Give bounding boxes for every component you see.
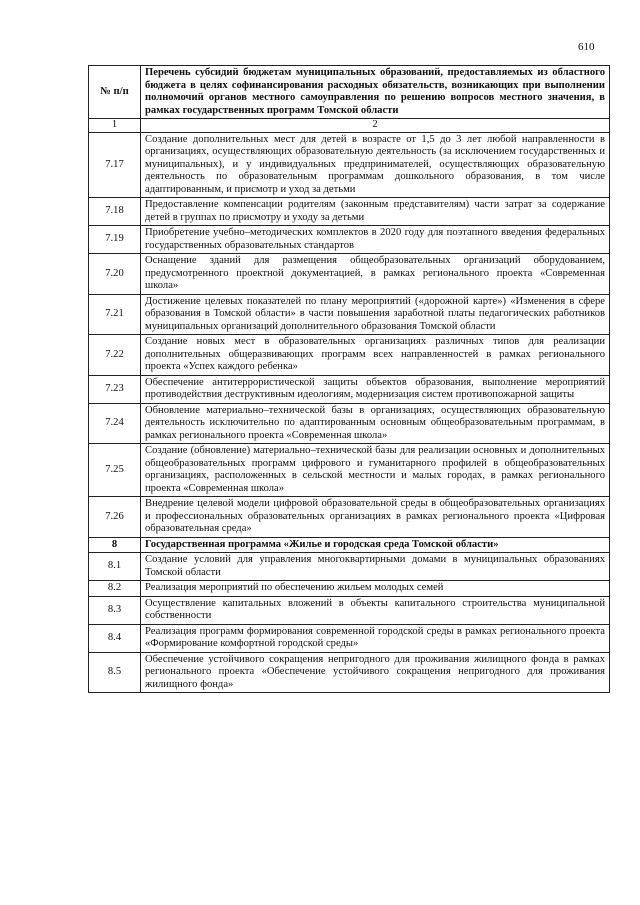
table-row: [89, 581, 610, 597]
row-number-cell: 7.24: [89, 403, 141, 444]
row-number-cell: 8.4: [89, 624, 141, 652]
header-title-cell: Перечень субсидий бюджетам муниципальных образований, предоставляемых из областного бюджета в целях софинансирования расходных обязательств, возникающих при выполнении полномочий органов местного самоуправления по решению вопросов местного значения, в рамках государственных программ Томской области: [141, 66, 610, 119]
row-number-cell: 8: [89, 537, 141, 553]
row-description-cell: Осуществление капитальных вложений в объекты капитального строительства муниципальной собственности: [141, 596, 610, 624]
section-row: [89, 537, 610, 553]
row-number-cell: 7.18: [89, 198, 141, 226]
table-row: [89, 254, 610, 295]
table-row: [89, 624, 610, 652]
table-row: [89, 294, 610, 335]
row-description-cell: Приобретение учебно–методических комплектов в 2020 году для поэтапного введения федеральных государственных образовательных стандартов: [141, 226, 610, 254]
row-description-cell: Обеспечение антитеррористической защиты объектов образования, выполнение мероприятий противодействия деструктивным идеологиям, модернизация систем противопожарной защиты: [141, 375, 610, 403]
table-row: [89, 444, 610, 497]
row-number-cell: 7.22: [89, 335, 141, 376]
row-description-cell: Создание новых мест в образовательных организациях различных типов для реализации дополнительных общеразвивающих программ всех направленностей в рамках регионального проекта «Успех каждого ребенка»: [141, 335, 610, 376]
row-number-cell: 7.25: [89, 444, 141, 497]
table-row: [89, 497, 610, 538]
table-row: [89, 403, 610, 444]
table-header-row: [89, 66, 610, 119]
column-number-2: 2: [141, 119, 610, 133]
row-number-cell: 8.3: [89, 596, 141, 624]
table-row: [89, 132, 610, 198]
row-description-cell: Обновление материально–технической базы в организациях, осуществляющих образовательную деятельность исключительно по адаптированным основным общеобразовательным программам, в рамках регионального проекта «Современная школа»: [141, 403, 610, 444]
row-number-cell: 7.26: [89, 497, 141, 538]
table-row: [89, 226, 610, 254]
row-number-cell: 8.5: [89, 652, 141, 693]
row-description-cell: Создание условий для управления многоквартирными домами в муниципальных образованиях Томской области: [141, 553, 610, 581]
row-description-cell: Достижение целевых показателей по плану мероприятий («дорожной карте») «Изменения в сфере образования в Томской области» в части повышения заработной платы педагогических работников муниципальных организаций дополнительного образования Томской области: [141, 294, 610, 335]
section-title-cell: Государственная программа «Жилье и городская среда Томской области»: [141, 537, 610, 553]
subsidies-table: [88, 65, 610, 693]
row-number-cell: 8.1: [89, 553, 141, 581]
table-row: [89, 335, 610, 376]
row-description-cell: Реализация мероприятий по обеспечению жильем молодых семей: [141, 581, 610, 597]
table-row: [89, 553, 610, 581]
table-row: [89, 198, 610, 226]
column-number-1: 1: [89, 119, 141, 133]
row-number-cell: 7.23: [89, 375, 141, 403]
row-number-cell: 7.19: [89, 226, 141, 254]
row-description-cell: Создание дополнительных мест для детей в возрасте от 1,5 до 3 лет любой направленности в организациях, осуществляющих образовательную деятельность (за исключением государственных и муниципальных), и у индивидуальных предпринимателей, осуществляющих образовательную деятельность по образовательным программам дошкольного образования, в том числе адаптированным, и присмотр и уход за детьми: [141, 132, 610, 198]
page-number: 610: [578, 41, 595, 53]
header-number-cell: № п/п: [89, 66, 141, 119]
row-number-cell: 7.17: [89, 132, 141, 198]
table-row: [89, 375, 610, 403]
table-row: [89, 596, 610, 624]
row-description-cell: Реализация программ формирования современной городской среды в рамках регионального проекта «Формирование комфортной городской среды»: [141, 624, 610, 652]
row-description-cell: Внедрение целевой модели цифровой образовательной среды в общеобразовательных организациях и профессиональных образовательных организациях в рамках регионального проекта «Цифровая образовательная среда»: [141, 497, 610, 538]
column-numbers-row: [89, 119, 610, 133]
row-number-cell: 7.21: [89, 294, 141, 335]
row-description-cell: Создание (обновление) материально–технической базы для реализации основных и дополнительных общеобразовательных программ цифрового и гуманитарного профилей в общеобразовательных организациях, расположенных в сельской местности и малых городах, в рамках регионального проекта «Современная школа»: [141, 444, 610, 497]
table-row: [89, 652, 610, 693]
row-description-cell: Предоставление компенсации родителям (законным представителям) части затрат за содержание детей в группах по присмотру и уходу за детьми: [141, 198, 610, 226]
row-number-cell: 7.20: [89, 254, 141, 295]
row-description-cell: Обеспечение устойчивого сокращения непригодного для проживания жилищного фонда в рамках регионального проекта «Обеспечение устойчивого сокращения непригодного для проживания жилищного фонда»: [141, 652, 610, 693]
row-description-cell: Оснащение зданий для размещения общеобразовательных организаций оборудованием, предусмотренного проектной документацией, в рамках регионального проекта «Современная школа»: [141, 254, 610, 295]
row-number-cell: 8.2: [89, 581, 141, 597]
